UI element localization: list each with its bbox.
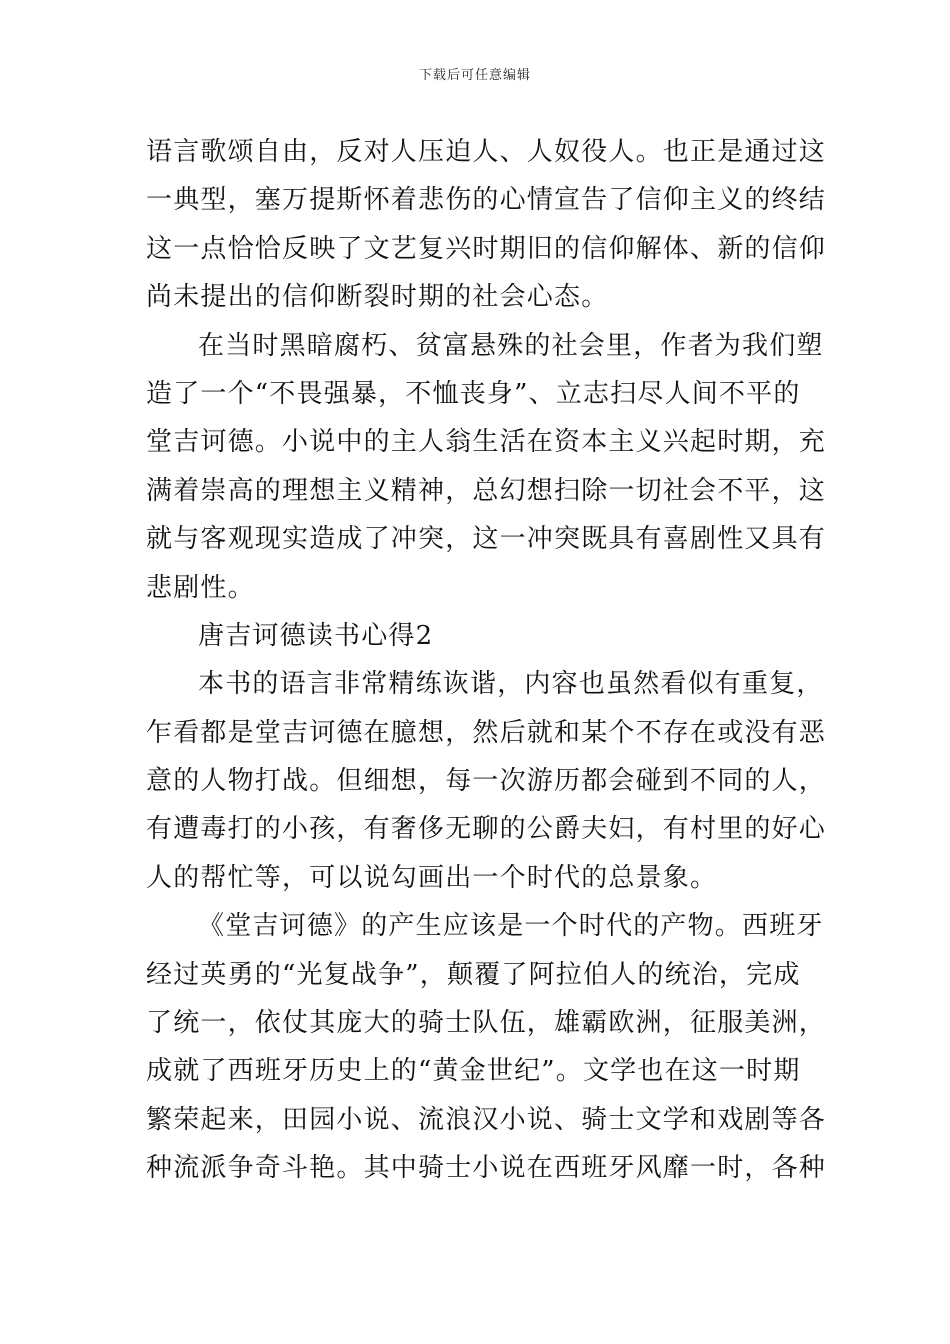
paragraph-start-line: 《堂吉诃德》的产生应该是一个时代的产物。西班牙	[198, 911, 824, 942]
text-line: 满着崇高的理想主义精神，总幻想扫除一切社会不平，这	[146, 475, 827, 506]
text-line: 繁荣起来，田园小说、流浪汉小说、骑士文学和戏剧等各	[146, 1104, 827, 1135]
section-heading: 唐吉诃德读书心得2	[198, 620, 434, 651]
text-line: 悲剧性。	[146, 572, 255, 603]
text-line: 就与客观现实造成了冲突，这一冲突既具有喜剧性又具有	[146, 524, 827, 555]
text-line: 一典型，塞万提斯怀着悲伤的心情宣告了信仰主义的终结	[146, 185, 827, 216]
document-body	[146, 128, 827, 1193]
text-line: 这一点恰恰反映了文艺复兴时期旧的信仰解体、新的信仰	[146, 233, 827, 264]
text-line: 经过英勇的“光复战争”，颠覆了阿拉伯人的统治，完成	[146, 959, 801, 990]
text-line: 种流派争奇斗艳。其中骑士小说在西班牙风靡一时，各种	[146, 1153, 827, 1184]
text-line: 造了一个“不畏强暴，不恤丧身”、立志扫尽人间不平的	[146, 378, 801, 409]
text-line: 堂吉诃德。小说中的主人翁生活在资本主义兴起时期，充	[146, 427, 827, 458]
text-line: 语言歌颂自由，反对人压迫人、人奴役人。也正是通过这	[146, 137, 827, 167]
paragraph-start-line: 在当时黑暗腐朽、贫富悬殊的社会里，作者为我们塑	[198, 330, 824, 361]
paragraph-start-line: 本书的语言非常精练诙谐，内容也虽然看似有重复，	[198, 669, 824, 700]
text-line: 成就了西班牙历史上的“黄金世纪”。文学也在这一时期	[146, 1056, 801, 1087]
text-line: 有遭毒打的小孩，有奢侈无聊的公爵夫妇，有村里的好心	[146, 814, 827, 845]
text-line: 乍看都是堂吉诃德在臆想，然后就和某个不存在或没有恶	[146, 717, 827, 748]
text-line: 了统一，依仗其庞大的骑士队伍，雄霸欧洲，征服美洲，	[146, 1008, 827, 1039]
text-line: 意的人物打战。但细想，每一次游历都会碰到不同的人，	[146, 766, 827, 797]
text-line: 人的帮忙等，可以说勾画出一个时代的总景象。	[146, 862, 718, 893]
text-line: 尚未提出的信仰断裂时期的社会心态。	[146, 282, 609, 313]
page-header: 下载后可任意编辑	[418, 68, 531, 83]
